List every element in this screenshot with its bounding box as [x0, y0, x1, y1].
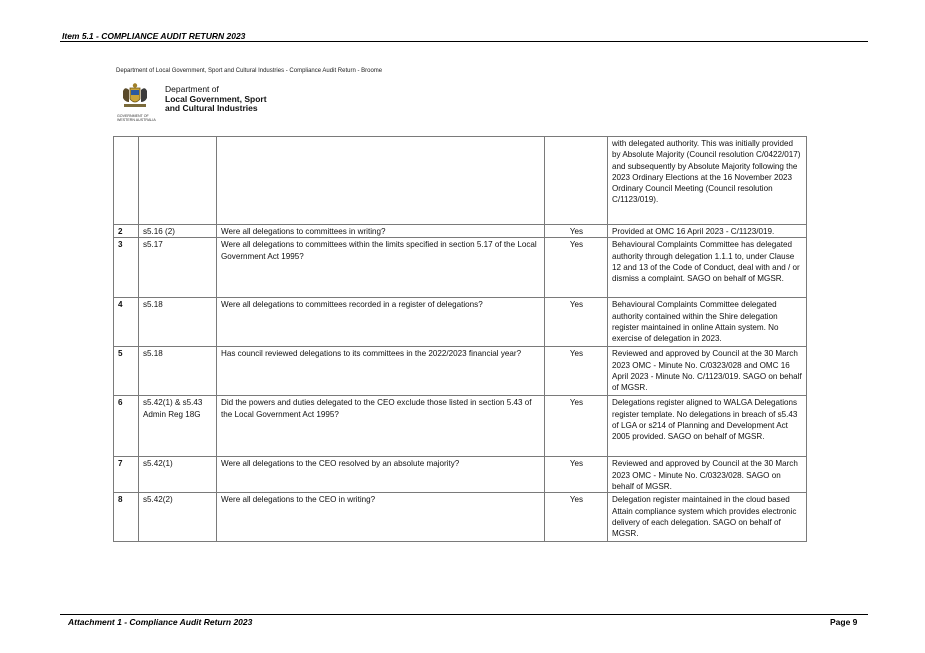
compliance-audit-table — [113, 136, 807, 542]
comments: Reviewed and approved by Council at the 30 March 2023 OMC - Minute No. C/0323/028. SAGO on behalf of MGSR. — [608, 457, 807, 493]
response: Yes — [545, 225, 608, 238]
table-row — [114, 238, 807, 298]
legislation-reference: s5.18 — [139, 298, 217, 347]
legislation-reference: s5.16 (2) — [139, 225, 217, 238]
footer-rule — [60, 614, 868, 615]
department-line3: and Cultural Industries — [165, 103, 258, 113]
legislation-reference: s5.42(2) — [139, 493, 217, 542]
audit-question: Were all delegations to committees in writing? — [217, 225, 545, 238]
footer-attachment-title: Attachment 1 - Compliance Audit Return 2023 — [68, 617, 253, 627]
source-line: Department of Local Government, Sport and Cultural Industries - Compliance Audit Return - Broome — [116, 68, 383, 74]
comments: Provided at OMC 16 April 2023 - C/1123/019. — [608, 225, 807, 238]
audit-question: Has council reviewed delegations to its committees in the 2022/2023 financial year? — [217, 347, 545, 396]
table-row — [114, 396, 807, 457]
legislation-reference — [139, 137, 217, 225]
audit-question: Did the powers and duties delegated to the CEO exclude those listed in section 5.43 of the Local Government Act 1995? — [217, 396, 545, 457]
row-number: 4 — [114, 298, 139, 347]
table-row — [114, 493, 807, 542]
audit-question: Were all delegations to committees within the limits specified in section 5.17 of the Local Government Act 1995? — [217, 238, 545, 298]
audit-question: Were all delegations to the CEO resolved by an absolute majority? — [217, 457, 545, 493]
row-number: 5 — [114, 347, 139, 396]
government-wa-text: GOVERNMENT OF WESTERN AUSTRALIA — [117, 114, 156, 122]
header-rule — [60, 41, 868, 42]
audit-question: Were all delegations to the CEO in writing? — [217, 493, 545, 542]
comments: Behavioural Complaints Committee delegated authority contained within the Shire delegation register maintained in online Attain system. No exercise of delegation in 2023. — [608, 298, 807, 347]
response: Yes — [545, 396, 608, 457]
table-row — [114, 457, 807, 493]
response: Yes — [545, 457, 608, 493]
row-number — [114, 137, 139, 225]
legislation-reference: s5.17 — [139, 238, 217, 298]
page-header-title: Item 5.1 - COMPLIANCE AUDIT RETURN 2023 — [62, 31, 246, 41]
comments: with delegated authority. This was initially provided by Absolute Majority (Council resolution C/0422/017) and subsequently by Absolute Majority following the 2023 Ordinary Elections at the 16 November 2023 Ordinary Council Meeting (Council resolution C/1123/019). — [608, 137, 807, 225]
comments: Delegation register maintained in the cloud based Attain compliance system which provides electronic delivery of each delegation. SAGO on behalf of MGSR. — [608, 493, 807, 542]
row-number: 6 — [114, 396, 139, 457]
row-number: 3 — [114, 238, 139, 298]
audit-question — [217, 137, 545, 225]
comments: Behavioural Complaints Committee has delegated authority through delegation 1.1.1 to, under Clause 12 and 13 of the Code of Conduct, deal with and / or dismiss a complaint. SAGO on behalf of MGSR. — [608, 238, 807, 298]
response: Yes — [545, 493, 608, 542]
audit-question: Were all delegations to committees recorded in a register of delegations? — [217, 298, 545, 347]
coat-of-arms-icon — [121, 82, 149, 112]
department-name — [165, 85, 267, 114]
department-line1: Department of — [165, 84, 219, 94]
response: Yes — [545, 298, 608, 347]
row-number: 7 — [114, 457, 139, 493]
response: Yes — [545, 347, 608, 396]
legislation-reference: s5.18 — [139, 347, 217, 396]
response — [545, 137, 608, 225]
row-number: 8 — [114, 493, 139, 542]
legislation-reference: s5.42(1) & s5.43 Admin Reg 18G — [139, 396, 217, 457]
comments: Reviewed and approved by Council at the 30 March 2023 OMC - Minute No. C/0323/028 and OMC 16 April 2023 - Minute No. C/1123/019. SAGO on behalf of MGSR. — [608, 347, 807, 396]
table-row — [114, 298, 807, 347]
comments: Delegations register aligned to WALGA Delegations register template. No delegations in breach of s5.43 of LGA or s214 of Planning and Development Act 2005 provided. SAGO on behalf of MGSR. — [608, 396, 807, 457]
table-row — [114, 225, 807, 238]
table-row — [114, 137, 807, 225]
department-logo — [117, 80, 317, 122]
legislation-reference: s5.42(1) — [139, 457, 217, 493]
table-row — [114, 347, 807, 396]
response: Yes — [545, 238, 608, 298]
department-line2: Local Government, Sport — [165, 93, 267, 104]
row-number: 2 — [114, 225, 139, 238]
page-number: Page 9 — [830, 617, 858, 627]
